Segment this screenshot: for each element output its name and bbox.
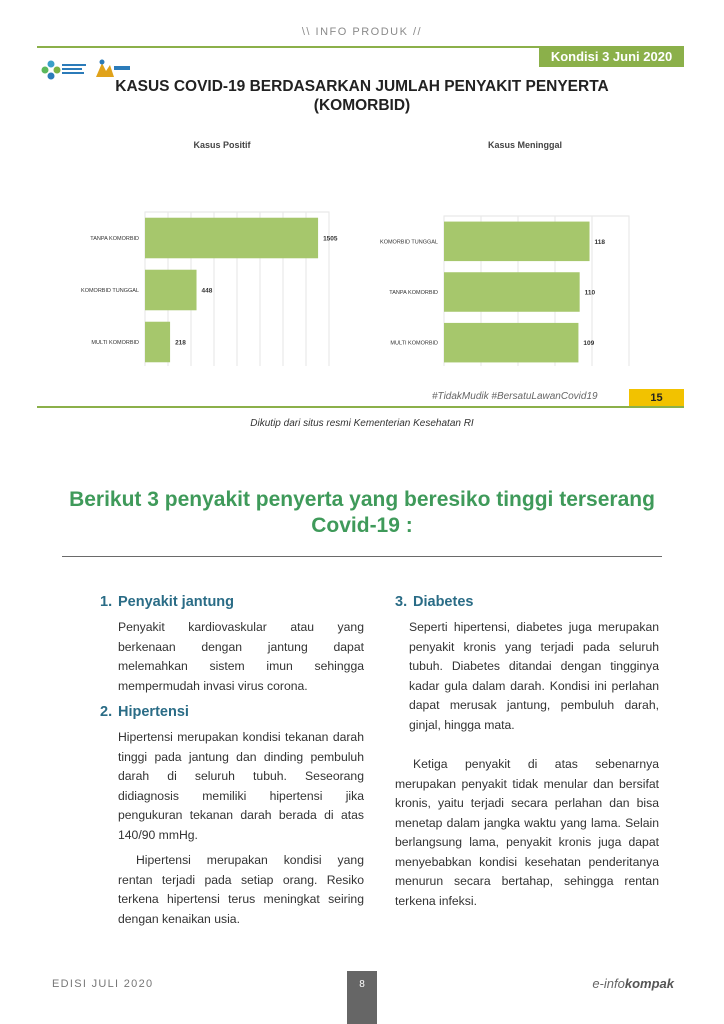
footer-brand-prefix: e-info [592,976,625,991]
image-caption: Dikutip dari situs resmi Kementerian Kesehatan RI [250,418,474,429]
slide-bottom-rule [37,406,684,408]
slide-page-number: 15 [629,389,684,407]
bar [145,270,197,311]
item-2-number: 2. [100,704,113,720]
item-1-paragraph: Penyakit kardiovaskular atau yang berkenaan dengan jantung dapat melemahkan sistem imun sehingga mempermudah invasi virus corona. [118,620,364,693]
bar-value-label: 109 [583,340,595,348]
item-1-title-text: Penyakit jantung [118,594,235,610]
category-label: MULTI KOMORBID [91,340,139,346]
bar [444,222,590,262]
section-heading: Berikut 3 penyakit penyerta yang beresiko tinggi terserang Covid-19 : [69,488,655,537]
item-2-title [100,702,364,722]
bar-value-label: 1505 [323,235,338,243]
bar-value-label: 218 [175,339,186,347]
category-label: TANPA KOMORBID [389,290,438,296]
footer-brand-bold: kompak [624,976,674,991]
chart-kasus-positif [37,136,357,366]
footer-edition: EDISI JULI 2020 [52,978,154,990]
slide-date-badge: Kondisi 3 Juni 2020 [539,47,684,67]
item-2-title-text: Hipertensi [118,704,189,720]
bar [444,272,580,312]
chart-kasus-meninggal [359,136,659,366]
category-label: MULTI KOMORBID [390,340,438,347]
slide-image [37,44,684,410]
item-3-title-text: Diabetes [413,594,474,610]
bar [145,218,318,259]
closing-paragraph: Ketiga penyakit di atas sebenarnya merupakan penyakit tidak menular dan bersifat kronis, yaitu terjadi secara perlahan dan bisa menetap dalam jangka waktu yang lama. Selain berlangsung lama, penyakit kronis juga dapat menyebabkan kondisi kesehatan penderitanya menurun secara bertahap, sehingga rentan terkena infeksi. [395,757,659,908]
footer-brand [592,976,674,991]
item-1-number: 1. [100,594,113,610]
category-label: TANPA KOMORBID [90,236,139,242]
chart-title: Kasus Positif [193,140,251,150]
bar-value-label: 448 [201,287,213,295]
section-tag: \\ INFO PRODUK // [301,26,423,38]
item-3-number: 3. [395,594,408,610]
left-column [100,592,364,929]
bar-value-label: 118 [594,238,606,246]
footer-page-number: 8 [347,971,377,1024]
chart-title: Kasus Meninggal [487,140,563,150]
slide-title [77,77,647,115]
category-label: KOMORBID TUNGGAL [380,239,438,246]
slide-title-line-1: KASUS COVID-19 BERDASARKAN JUMLAH PENYAKIT PENYERTA [115,78,609,95]
item-3-title [395,592,659,612]
slide-hashtag: #TidakMudik #BersatuLawanCovid19 [432,391,598,402]
item-2-paragraph-1: Hipertensi merupakan kondisi tekanan darah tinggi pada jantung dan dinding pembuluh darah di seluruh tubuh. Seseorang didiagnosis memiliki hipertensi jika pengukuran tekanan darah berada di atas 140/90 mmHg. [118,730,364,842]
item-3-paragraph: Seperti hipertensi, diabetes juga merupakan penyakit kronis yang terjadi pada seluruh tubuh. Diabetes ditandai dengan tingginya kadar gula dalam darah. Kondisi ini perlahan dapat merusak jantung, pembuluh darah, ginjal, hingga mata. [409,620,659,732]
bar [444,323,578,363]
bar [145,322,170,363]
item-1-title [100,592,364,612]
bar-value-label: 110 [584,289,596,297]
category-label: KOMORBID TUNGGAL [81,288,139,294]
slide-title-line-2: (KOMORBID) [313,97,411,114]
right-column [395,592,659,911]
item-2-paragraph-2: Hipertensi merupakan kondisi yang rentan terjadi pada setiap orang. Resiko terkena hipertensi terus meningkat seiring dengan kenaikan usia. [118,853,364,926]
heading-divider [62,556,662,557]
